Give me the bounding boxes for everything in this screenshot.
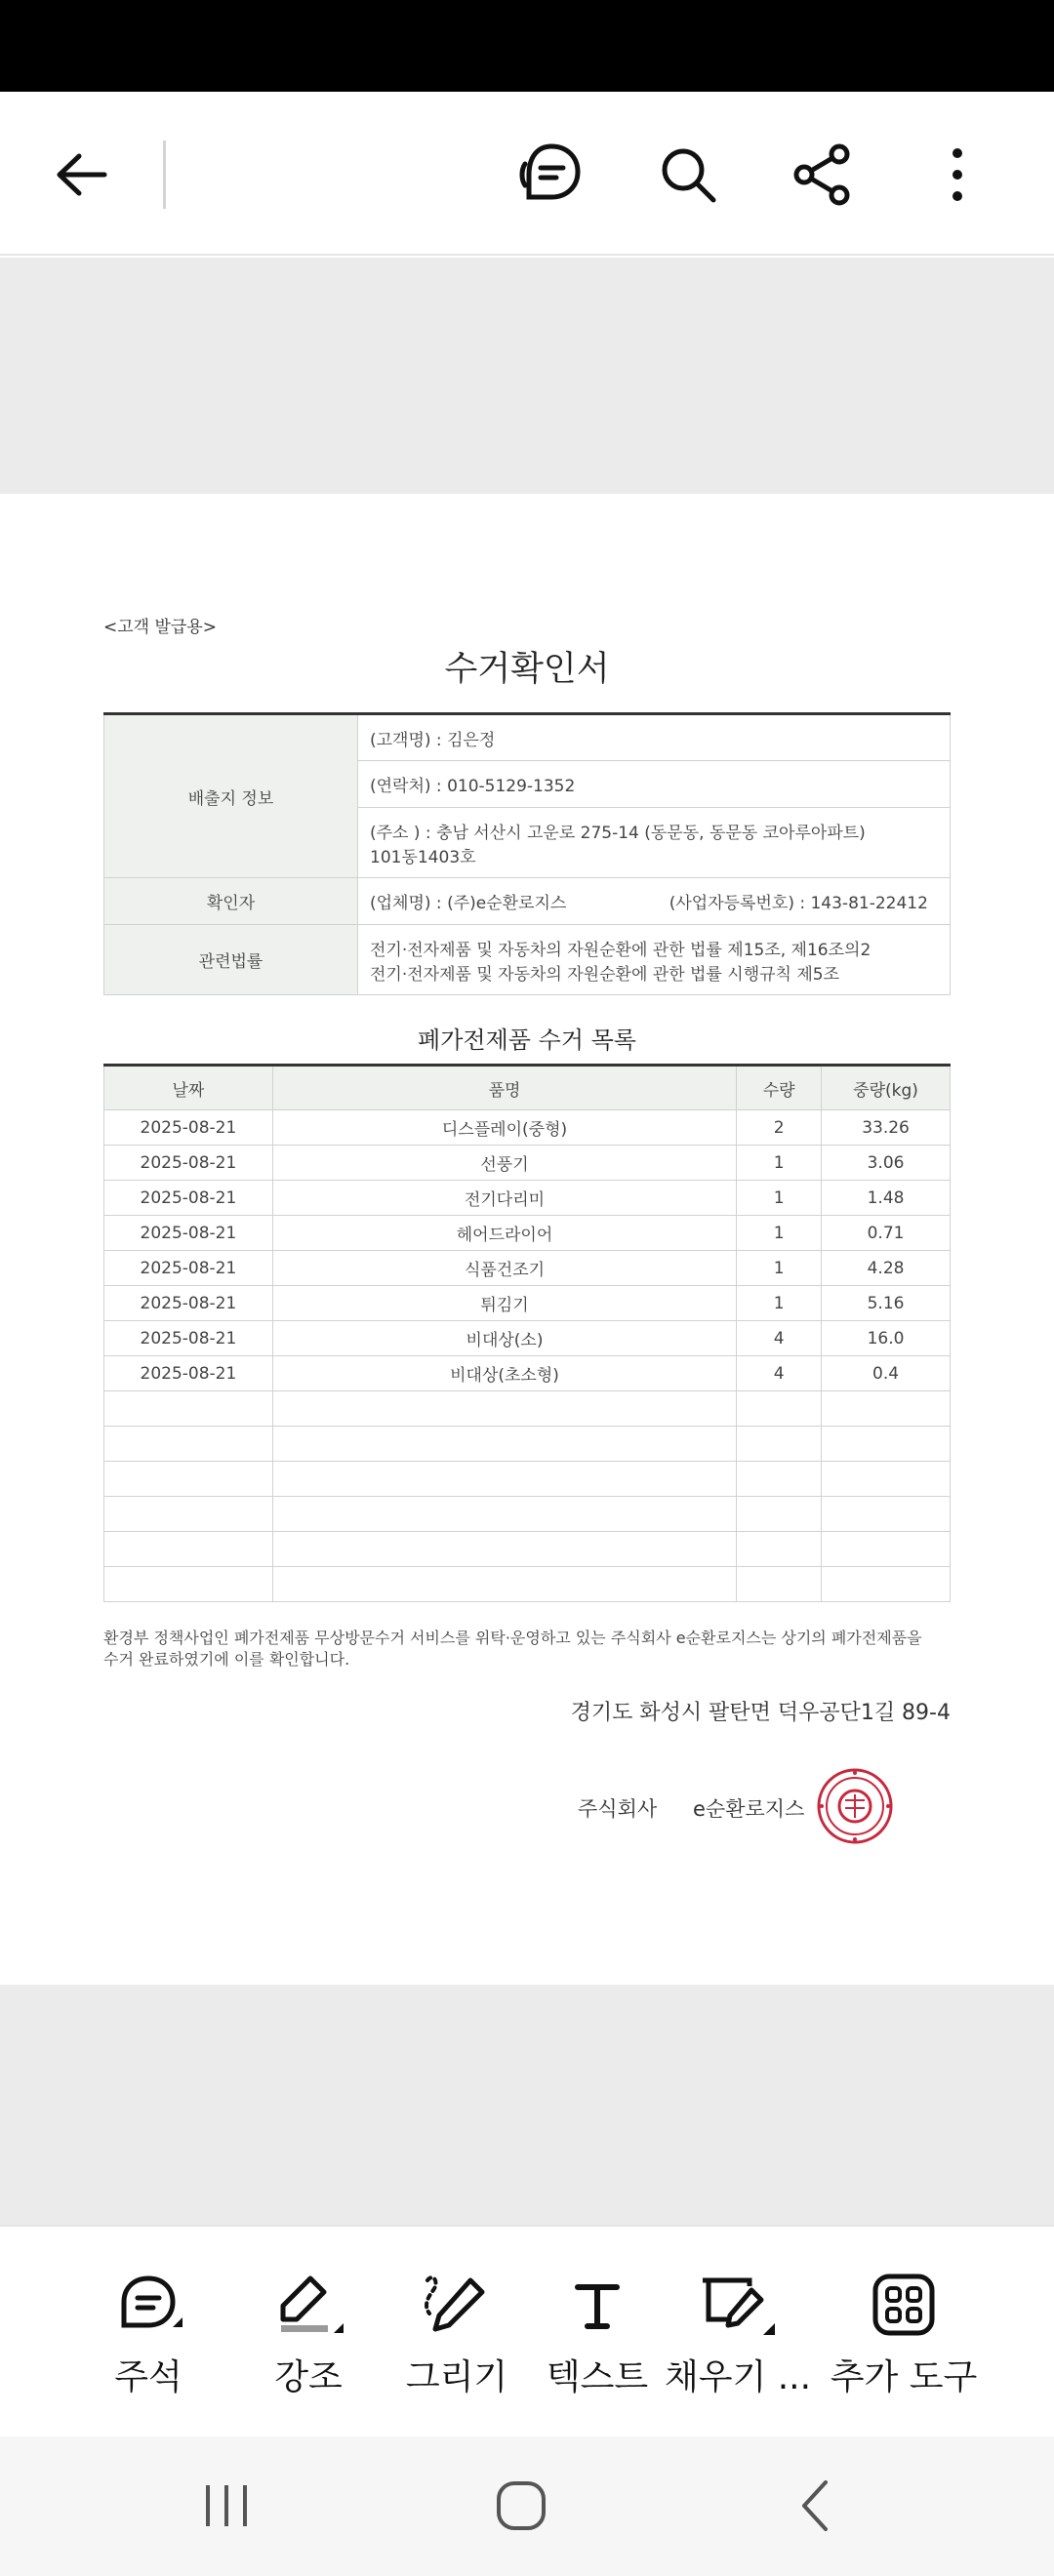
row-qty <box>737 1497 822 1532</box>
row-weight <box>822 1462 951 1497</box>
customer-contact: (연락처) : 010-5129-1352 <box>358 761 951 808</box>
document-title: 수거확인서 <box>444 650 610 689</box>
row-date: 2025-08-21 <box>104 1110 273 1146</box>
row-qty: 2 <box>737 1110 822 1146</box>
row-date <box>104 1532 273 1567</box>
row-qty <box>737 1532 822 1567</box>
row-weight <box>822 1391 951 1427</box>
row-item: 비대상(소) <box>272 1321 736 1356</box>
row-item <box>272 1391 736 1427</box>
business-registration: (사업자등록번호) : 143-81-22412 <box>669 894 928 913</box>
row-date: 2025-08-21 <box>104 1356 273 1391</box>
row-weight <box>822 1497 951 1532</box>
row-weight: 16.0 <box>822 1321 951 1356</box>
tool-draw-label: 그리기 <box>405 2357 508 2397</box>
row-weight: 3.06 <box>822 1146 951 1181</box>
row-item <box>272 1532 736 1567</box>
row-qty: 1 <box>737 1216 822 1251</box>
more-vertical-icon[interactable] <box>913 131 1001 219</box>
footnote-line-1: 환경부 정책사업인 폐가전제품 무상방문수거 서비스를 위탁·운영하고 있는 주식회사 e순환로지스는 상기의 폐가전제품을 <box>103 1629 922 1647</box>
row-item: 비대상(초소형) <box>272 1356 736 1391</box>
search-icon[interactable] <box>644 131 732 219</box>
company-seal-stamp <box>816 1767 894 1845</box>
back-arrow-icon[interactable] <box>37 131 125 219</box>
row-weight <box>822 1567 951 1602</box>
col-item: 품명 <box>272 1066 736 1110</box>
row-date: 2025-08-21 <box>104 1216 273 1251</box>
table-row <box>104 1146 951 1181</box>
list-title: 폐가전제품 수거 목록 <box>418 1026 636 1054</box>
customer-name: (고객명) : 김은정 <box>358 714 951 761</box>
law-header: 관련법률 <box>104 925 358 995</box>
table-row <box>104 1251 951 1286</box>
table-row <box>104 1110 951 1146</box>
bottom-toolbar <box>0 2225 1054 2436</box>
row-date: 2025-08-21 <box>104 1251 273 1286</box>
confirmation-note <box>103 1628 962 1670</box>
table-row <box>104 1497 951 1532</box>
table-row <box>104 1532 951 1567</box>
tool-highlight[interactable] <box>230 2266 386 2412</box>
row-weight: 0.71 <box>822 1216 951 1251</box>
tool-fill-sign[interactable] <box>660 2266 816 2412</box>
tool-more[interactable] <box>826 2266 982 2412</box>
back-icon[interactable] <box>777 2472 855 2540</box>
business-name: (업체명) : (주)e순환로지스 <box>370 894 567 913</box>
footnote-line-2: 수거 완료하였기에 이를 확인합니다. <box>103 1650 350 1669</box>
company-prefix: 주식회사 <box>578 1797 658 1821</box>
tool-comment-label: 주석 <box>114 2357 182 2397</box>
tool-fill-sign-label: 채우기 ... <box>664 2357 812 2397</box>
row-qty: 1 <box>737 1181 822 1216</box>
row-item: 전기다리미 <box>272 1181 736 1216</box>
row-item <box>272 1567 736 1602</box>
collection-table <box>103 1064 951 1602</box>
row-date: 2025-08-21 <box>104 1181 273 1216</box>
company-address: 경기도 화성시 팔탄면 덕우공단1길 89-4 <box>570 1701 951 1725</box>
table-row <box>104 1181 951 1216</box>
address-line-2: 101동1403호 <box>370 847 476 867</box>
row-qty: 4 <box>737 1356 822 1391</box>
tool-highlight-label: 강조 <box>274 2357 343 2397</box>
row-weight <box>822 1427 951 1462</box>
home-icon[interactable] <box>482 2472 560 2540</box>
table-body <box>104 1110 951 1602</box>
row-qty: 4 <box>737 1321 822 1356</box>
highlight-pen-icon <box>269 2266 347 2344</box>
row-item: 튀김기 <box>272 1286 736 1321</box>
table-row <box>104 1391 951 1427</box>
row-item <box>272 1427 736 1462</box>
row-weight: 33.26 <box>822 1110 951 1146</box>
customer-address <box>358 808 951 878</box>
recent-apps-icon[interactable] <box>187 2472 265 2540</box>
row-item: 헤어드라이어 <box>272 1216 736 1251</box>
row-date: 2025-08-21 <box>104 1321 273 1356</box>
system-nav-bar <box>0 2436 1054 2576</box>
col-weight: 중량(kg) <box>822 1066 951 1110</box>
draw-pencil-icon <box>418 2266 496 2344</box>
tool-text[interactable] <box>519 2266 675 2412</box>
tool-comment[interactable] <box>70 2266 226 2412</box>
row-item <box>272 1462 736 1497</box>
row-qty: 1 <box>737 1146 822 1181</box>
status-bar <box>0 0 1054 92</box>
fill-sign-icon <box>699 2266 777 2344</box>
row-date: 2025-08-21 <box>104 1146 273 1181</box>
row-qty: 1 <box>737 1286 822 1321</box>
row-item: 디스플레이(중형) <box>272 1110 736 1146</box>
toolbar-divider <box>163 141 166 209</box>
table-row <box>104 1286 951 1321</box>
row-date <box>104 1427 273 1462</box>
row-weight <box>822 1532 951 1567</box>
document-page <box>0 494 1054 1985</box>
row-qty: 1 <box>737 1251 822 1286</box>
row-item <box>272 1497 736 1532</box>
page-gap-bottom <box>0 1985 1054 2225</box>
tool-text-label: 텍스트 <box>546 2357 649 2397</box>
comment-icon <box>109 2266 187 2344</box>
table-row <box>104 1427 951 1462</box>
row-date <box>104 1391 273 1427</box>
tool-more-label: 추가 도구 <box>830 2357 978 2397</box>
col-date: 날짜 <box>104 1066 273 1110</box>
table-row <box>104 1321 951 1356</box>
row-date: 2025-08-21 <box>104 1286 273 1321</box>
row-weight: 0.4 <box>822 1356 951 1391</box>
table-row <box>104 1567 951 1602</box>
row-weight: 1.48 <box>822 1181 951 1216</box>
row-qty <box>737 1427 822 1462</box>
confirmer-header: 확인자 <box>104 878 358 925</box>
law-line-1: 전기·전자제품 및 자동차의 자원순환에 관한 법률 제15조, 제16조의2 <box>370 940 872 960</box>
law-cell <box>358 925 951 995</box>
row-qty <box>737 1567 822 1602</box>
info-table <box>103 712 951 995</box>
more-tools-grid-icon <box>865 2266 943 2344</box>
row-weight: 5.16 <box>822 1286 951 1321</box>
row-qty <box>737 1391 822 1427</box>
tool-draw[interactable] <box>379 2266 535 2412</box>
address-line-1: (주소 ) : 충남 서산시 고운로 275-14 (동문동, 동문동 코아루아파트) <box>370 823 866 843</box>
table-row <box>104 1216 951 1251</box>
row-qty <box>737 1462 822 1497</box>
row-date <box>104 1567 273 1602</box>
company-name: e순환로지스 <box>693 1797 805 1821</box>
page-gap-top <box>0 258 1054 494</box>
row-weight: 4.28 <box>822 1251 951 1286</box>
confirmer-cell <box>358 878 951 925</box>
table-row <box>104 1462 951 1497</box>
col-qty: 수량 <box>737 1066 822 1110</box>
top-toolbar <box>0 92 1054 256</box>
row-date <box>104 1462 273 1497</box>
discharge-header: 배출지 정보 <box>104 714 358 878</box>
table-header-row <box>104 1066 951 1110</box>
row-item: 식품건조기 <box>272 1251 736 1286</box>
document-tag: <고객 발급용> <box>103 618 218 637</box>
share-icon[interactable] <box>779 131 867 219</box>
text-icon <box>558 2266 636 2344</box>
row-date <box>104 1497 273 1532</box>
table-row <box>104 1356 951 1391</box>
comment-list-icon[interactable] <box>507 131 595 219</box>
row-item: 선풍기 <box>272 1146 736 1181</box>
law-line-2: 전기·전자제품 및 자동차의 자원순환에 관한 법률 시행규칙 제5조 <box>370 964 840 985</box>
